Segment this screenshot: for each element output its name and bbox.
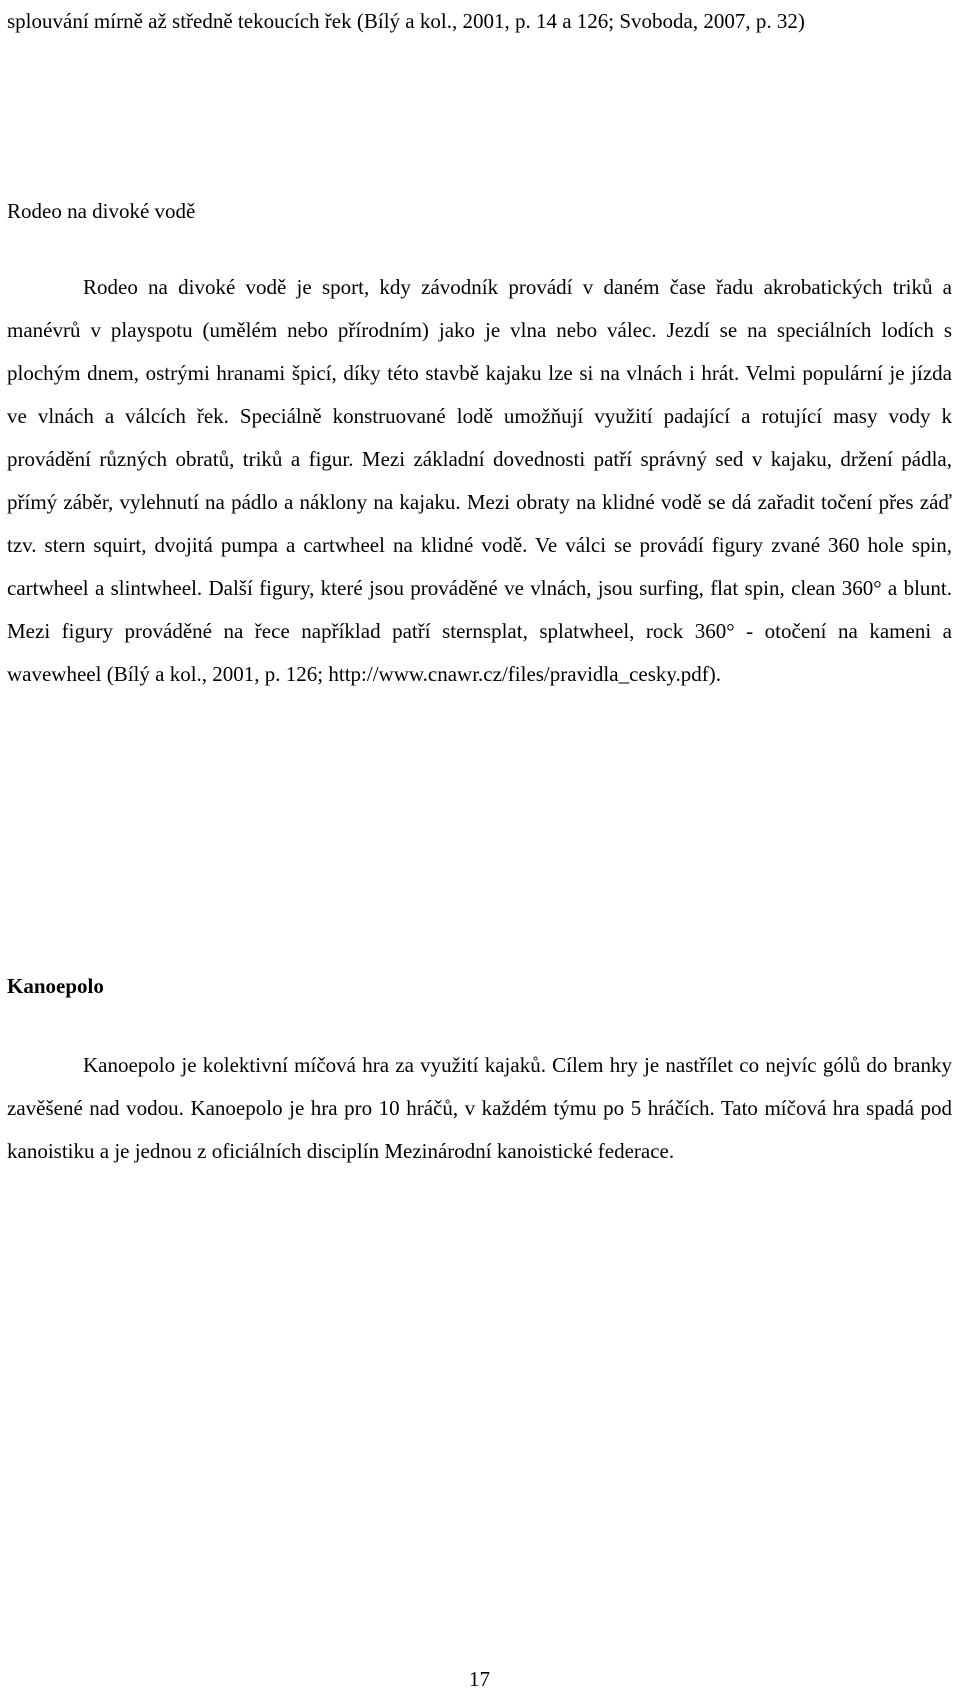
intro-paragraph: splouvání mírně až středně tekoucích řek (Bílý a kol., 2001, p. 14 a 126; Svoboda, 2007, p. 32): [7, 9, 805, 33]
section-paragraph-kanoepolo: Kanoepolo je kolektivní míčová hra za využití kajaků. Cílem hry je nastřílet co nejvíc gólů do branky zavěšené nad vodou. Kanoepolo je hra pro 10 hráčů, v každém týmu po 5 hráčích. Tato míčová hra spadá pod kanoistiku a je jednou z oficiálních disciplín Mezinárodní kanoistické federace.: [7, 1053, 952, 1163]
section-paragraph-rodeo: Rodeo na divoké vodě je sport, kdy závodník provádí v daném čase řadu akrobatických triků a manévrů v playspotu (umělém nebo přírodním) jako je vlna nebo válec. Jezdí se na speciálních lodích s plochým dnem, ostrými hranami špicí, díky této stavbě kajaku lze si na vlnách i hrát. Velmi populární je jízda ve vlnách a válcích řek. Speciálně konstruované lodě umožňují využití padající a rotující masy vody k provádění různých obratů, triků a figur. Mezi základní dovednosti patří správný sed v kajaku, držení pádla, přímý záběr, vylehnutí na pádlo a náklony na kajaku. Mezi obraty na klidné vodě se dá zařadit točení přes záď tzv. stern squirt, dvojitá pumpa a cartwheel na klidné vodě. Ve válci se provádí figury zvané 360 hole spin, cartwheel a slintwheel. Další figury, které jsou prováděné ve vlnách, jsou surfing, flat spin, clean 360° a blunt. Mezi figury prováděné na řece například patří sternsplat, splatwheel, rock 360° - otočení na kameni a wavewheel (Bílý a kol., 2001, p. 126; http://www.cnawr.cz/files/pravidla_cesky.pdf).: [7, 275, 952, 686]
document-page: [7, 0, 952, 1708]
section-heading-kanoepolo: Kanoepolo: [7, 974, 104, 998]
section-heading-rodeo: Rodeo na divoké vodě: [7, 199, 196, 223]
page-number: 17: [469, 1667, 490, 1691]
